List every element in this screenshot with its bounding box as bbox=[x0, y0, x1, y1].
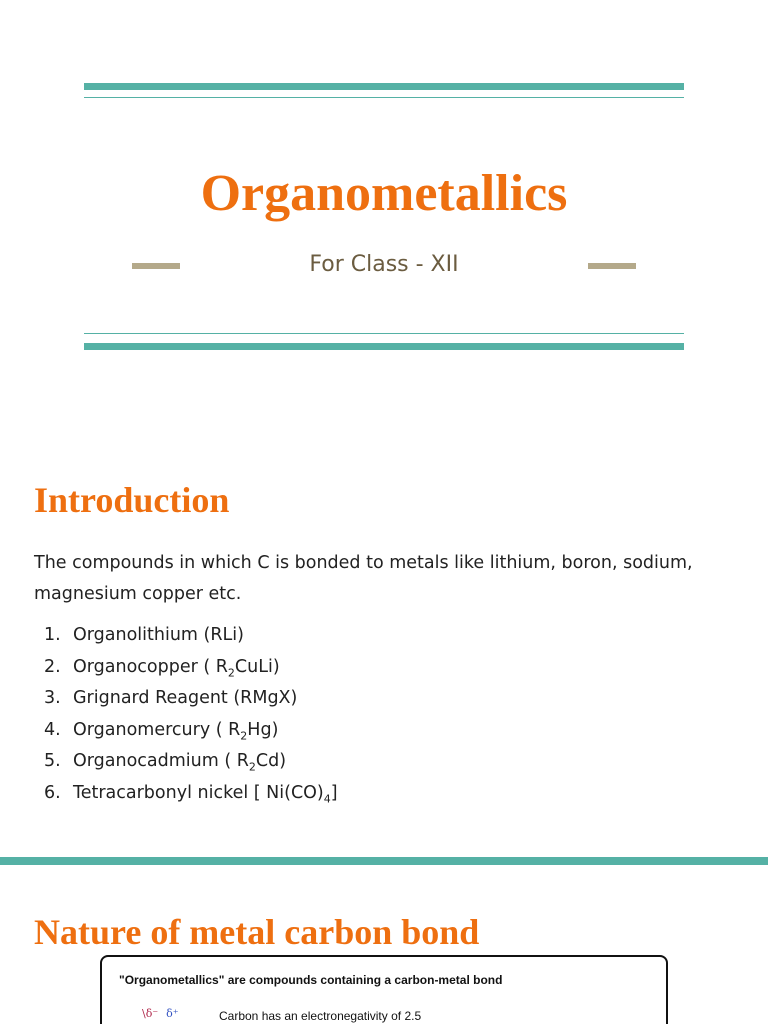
introduction-heading: Introduction bbox=[34, 480, 230, 520]
presentation-subtitle: For Class - XII bbox=[309, 252, 459, 277]
list-item bbox=[34, 620, 338, 652]
top-thick-rule bbox=[84, 83, 684, 90]
introduction-slide bbox=[0, 430, 768, 858]
list-item-text: Organomercury ( R bbox=[73, 719, 241, 740]
bottom-thick-rule bbox=[84, 343, 684, 350]
delta-minus-label: \δ⁻ bbox=[142, 1007, 159, 1020]
introduction-paragraph: The compounds in which C is bonded to metals like lithium, boron, sodium, magnesium copper etc. bbox=[34, 553, 693, 604]
list-item-text-suffix: CuLi) bbox=[234, 656, 280, 677]
list-item-subscript: 2 bbox=[248, 760, 256, 774]
list-item-subscript: 2 bbox=[227, 666, 235, 680]
list-item-number: 2. bbox=[44, 656, 61, 677]
delta-plus-label: δ⁺ bbox=[166, 1007, 179, 1020]
list-item-number: 5. bbox=[44, 751, 61, 772]
partial-charge-labels bbox=[142, 1007, 179, 1020]
list-item-number: 6. bbox=[44, 782, 61, 803]
presentation-title: Organometallics bbox=[200, 165, 568, 222]
list-item-subscript: 4 bbox=[323, 792, 331, 806]
right-dash-ornament bbox=[588, 263, 636, 269]
list-item-text-suffix: ] bbox=[330, 782, 338, 803]
title-slide bbox=[0, 0, 768, 430]
list-item bbox=[34, 652, 338, 684]
slide-divider bbox=[0, 857, 768, 865]
list-item-number: 1. bbox=[44, 625, 61, 645]
nature-slide bbox=[0, 865, 768, 1024]
list-item bbox=[34, 778, 338, 810]
list-item-text: Tetracarbonyl nickel [ Ni(CO) bbox=[73, 782, 324, 803]
list-item-text: Grignard Reagent (RMgX) bbox=[73, 688, 298, 709]
list-item-number: 3. bbox=[44, 688, 61, 709]
list-item-text: Organocadmium ( R bbox=[73, 751, 249, 772]
top-thin-rule bbox=[84, 97, 684, 98]
list-item bbox=[34, 746, 338, 778]
list-item bbox=[34, 715, 338, 747]
figure-caption: "Organometallics" are compounds containing a carbon-metal bond bbox=[119, 973, 503, 987]
list-item bbox=[34, 683, 338, 715]
nature-heading: Nature of metal carbon bond bbox=[34, 912, 480, 952]
list-item-text-suffix: Hg) bbox=[247, 719, 279, 740]
list-item-number: 4. bbox=[44, 719, 61, 740]
bottom-thin-rule bbox=[84, 333, 684, 334]
electronegativity-note: Carbon has an electronegativity of 2.5 bbox=[219, 1009, 422, 1023]
organometallic-examples-list bbox=[34, 620, 338, 810]
list-item-text-suffix: Cd) bbox=[255, 751, 287, 772]
bond-figure bbox=[100, 955, 668, 1024]
list-item-text: Organolithium (RLi) bbox=[73, 625, 244, 645]
list-item-subscript: 2 bbox=[240, 729, 248, 743]
list-item-text: Organocopper ( R bbox=[73, 656, 228, 677]
